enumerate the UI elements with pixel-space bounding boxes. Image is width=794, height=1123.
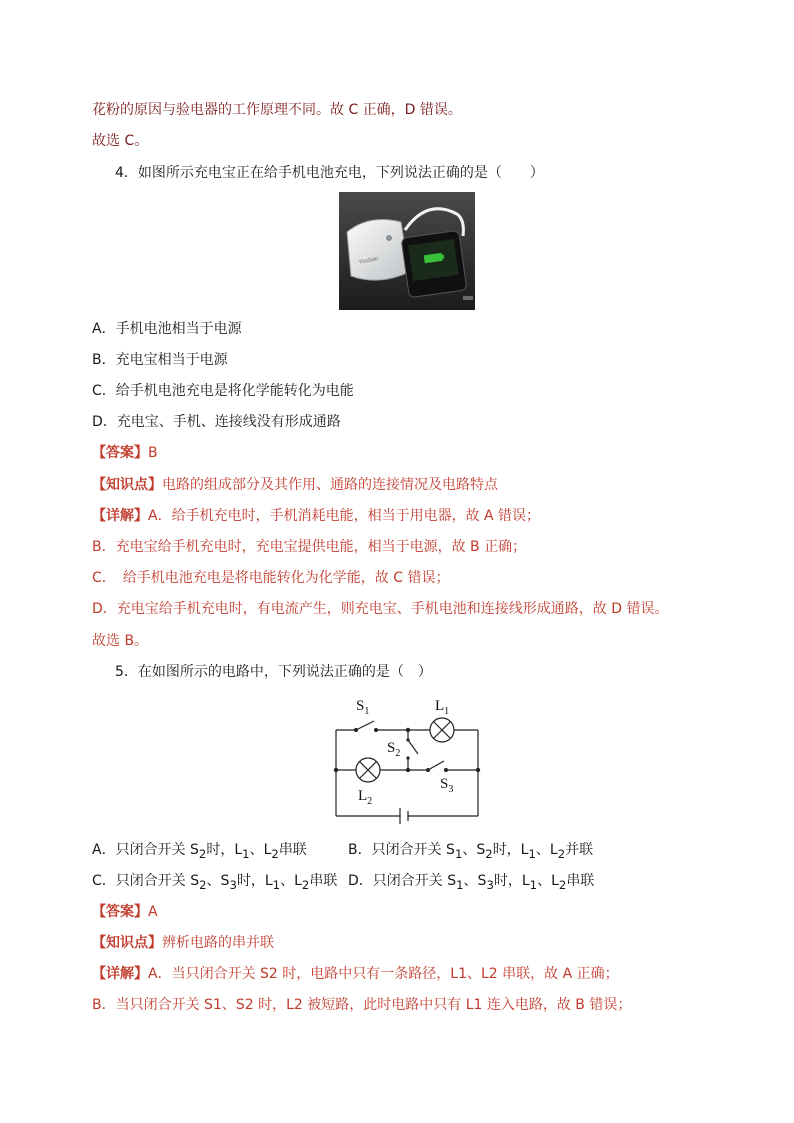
- answer-tag: 【答案】: [92, 904, 148, 920]
- q5-option-a: A．只闭合开关 $S_2$时，$L_1$、$L_2$串联: [92, 842, 307, 861]
- continuation-line: 花粉的原因与验电器的工作原理不同。故 C 正确，D 错误。: [92, 102, 462, 118]
- q4-option-b: B．充电宝相当于电源: [92, 352, 228, 368]
- q5-detail-a: [92, 964, 619, 984]
- brand-text: Yoobao: [358, 255, 380, 266]
- label-l1: $L_1$: [435, 698, 450, 717]
- detail-tag: 【详解】: [92, 508, 148, 524]
- q5-stem: 5．在如图所示的电路中，下列说法正确的是（ ）: [115, 664, 432, 680]
- knowledge-text: 辨析电路的串并联: [162, 935, 274, 951]
- circuit-svg: [322, 688, 492, 828]
- detail-tag: 【详解】: [92, 966, 148, 982]
- label-l2: $L_2$: [358, 788, 373, 807]
- label-s2: $S_2$: [387, 740, 401, 759]
- knowledge-tag: 【知识点】: [92, 935, 162, 951]
- q4-answer: [92, 443, 158, 463]
- q5-knowledge: [92, 933, 274, 953]
- power-bank-photo: [339, 192, 475, 310]
- q5-option-d: D．只闭合开关 $S_1$、$S_3$时，$L_1$、$L_2$串联: [348, 873, 595, 892]
- q4-detail-d: D．充电宝给手机充电时，有电流产生，则充电宝、手机电池和连接线形成通路，故 D 错误。: [92, 601, 669, 617]
- q4-conclusion: 故选 B。: [92, 633, 149, 649]
- switch-s2-blade: [408, 740, 418, 754]
- detail-text: A．给手机充电时，手机消耗电能，相当于用电器，故 A 错误；: [148, 508, 541, 524]
- q4-detail-c: C． 给手机电池充电是将电能转化为化学能，故 C 错误；: [92, 570, 450, 586]
- q4-knowledge: [92, 475, 498, 495]
- switch-s3-blade: [428, 761, 444, 770]
- q4-stem: 4．如图所示充电宝正在给手机电池充电，下列说法正确的是（ ）: [115, 165, 544, 181]
- answer-value: B: [148, 445, 158, 461]
- switch-s1-blade: [356, 721, 374, 730]
- q4-detail-a: [92, 506, 540, 526]
- q5-option-c: C．只闭合开关 $S_2$、$S_3$时，$L_1$、$L_2$串联: [92, 873, 338, 892]
- answer-tag: 【答案】: [92, 445, 148, 461]
- knowledge-text: 电路的组成部分及其作用、通路的连接情况及电路特点: [162, 477, 498, 493]
- q4-option-a: A．手机电池相当于电源: [92, 321, 242, 337]
- label-s1: $S_1$: [356, 698, 370, 717]
- q5-detail-b: B．当只闭合开关 S1、S2 时，L2 被短路，此时电路中只有 L1 连入电路，故 B 错误；: [92, 997, 632, 1013]
- knowledge-tag: 【知识点】: [92, 477, 162, 493]
- q5-option-b: B．只闭合开关 $S_1$、$S_2$时，$L_1$、$L_2$并联: [348, 842, 594, 861]
- power-bank-illustration: [339, 192, 475, 310]
- circuit-diagram: [322, 688, 492, 832]
- q4-detail-b: B．充电宝给手机充电时，充电宝提供电能，相当于电源，故 B 正确；: [92, 539, 527, 555]
- q4-option-d: D．充电宝、手机、连接线没有形成通路: [92, 414, 341, 430]
- q4-option-c: C．给手机电池充电是将化学能转化为电能: [92, 383, 354, 399]
- label-s3: $S_3$: [440, 776, 454, 795]
- previous-conclusion: 故选 C。: [92, 133, 149, 149]
- detail-text: A．当只闭合开关 S2 时，电路中只有一条路径，L1、L2 串联，故 A 正确；: [148, 966, 619, 982]
- q5-answer: [92, 902, 158, 922]
- answer-value: A: [148, 904, 158, 920]
